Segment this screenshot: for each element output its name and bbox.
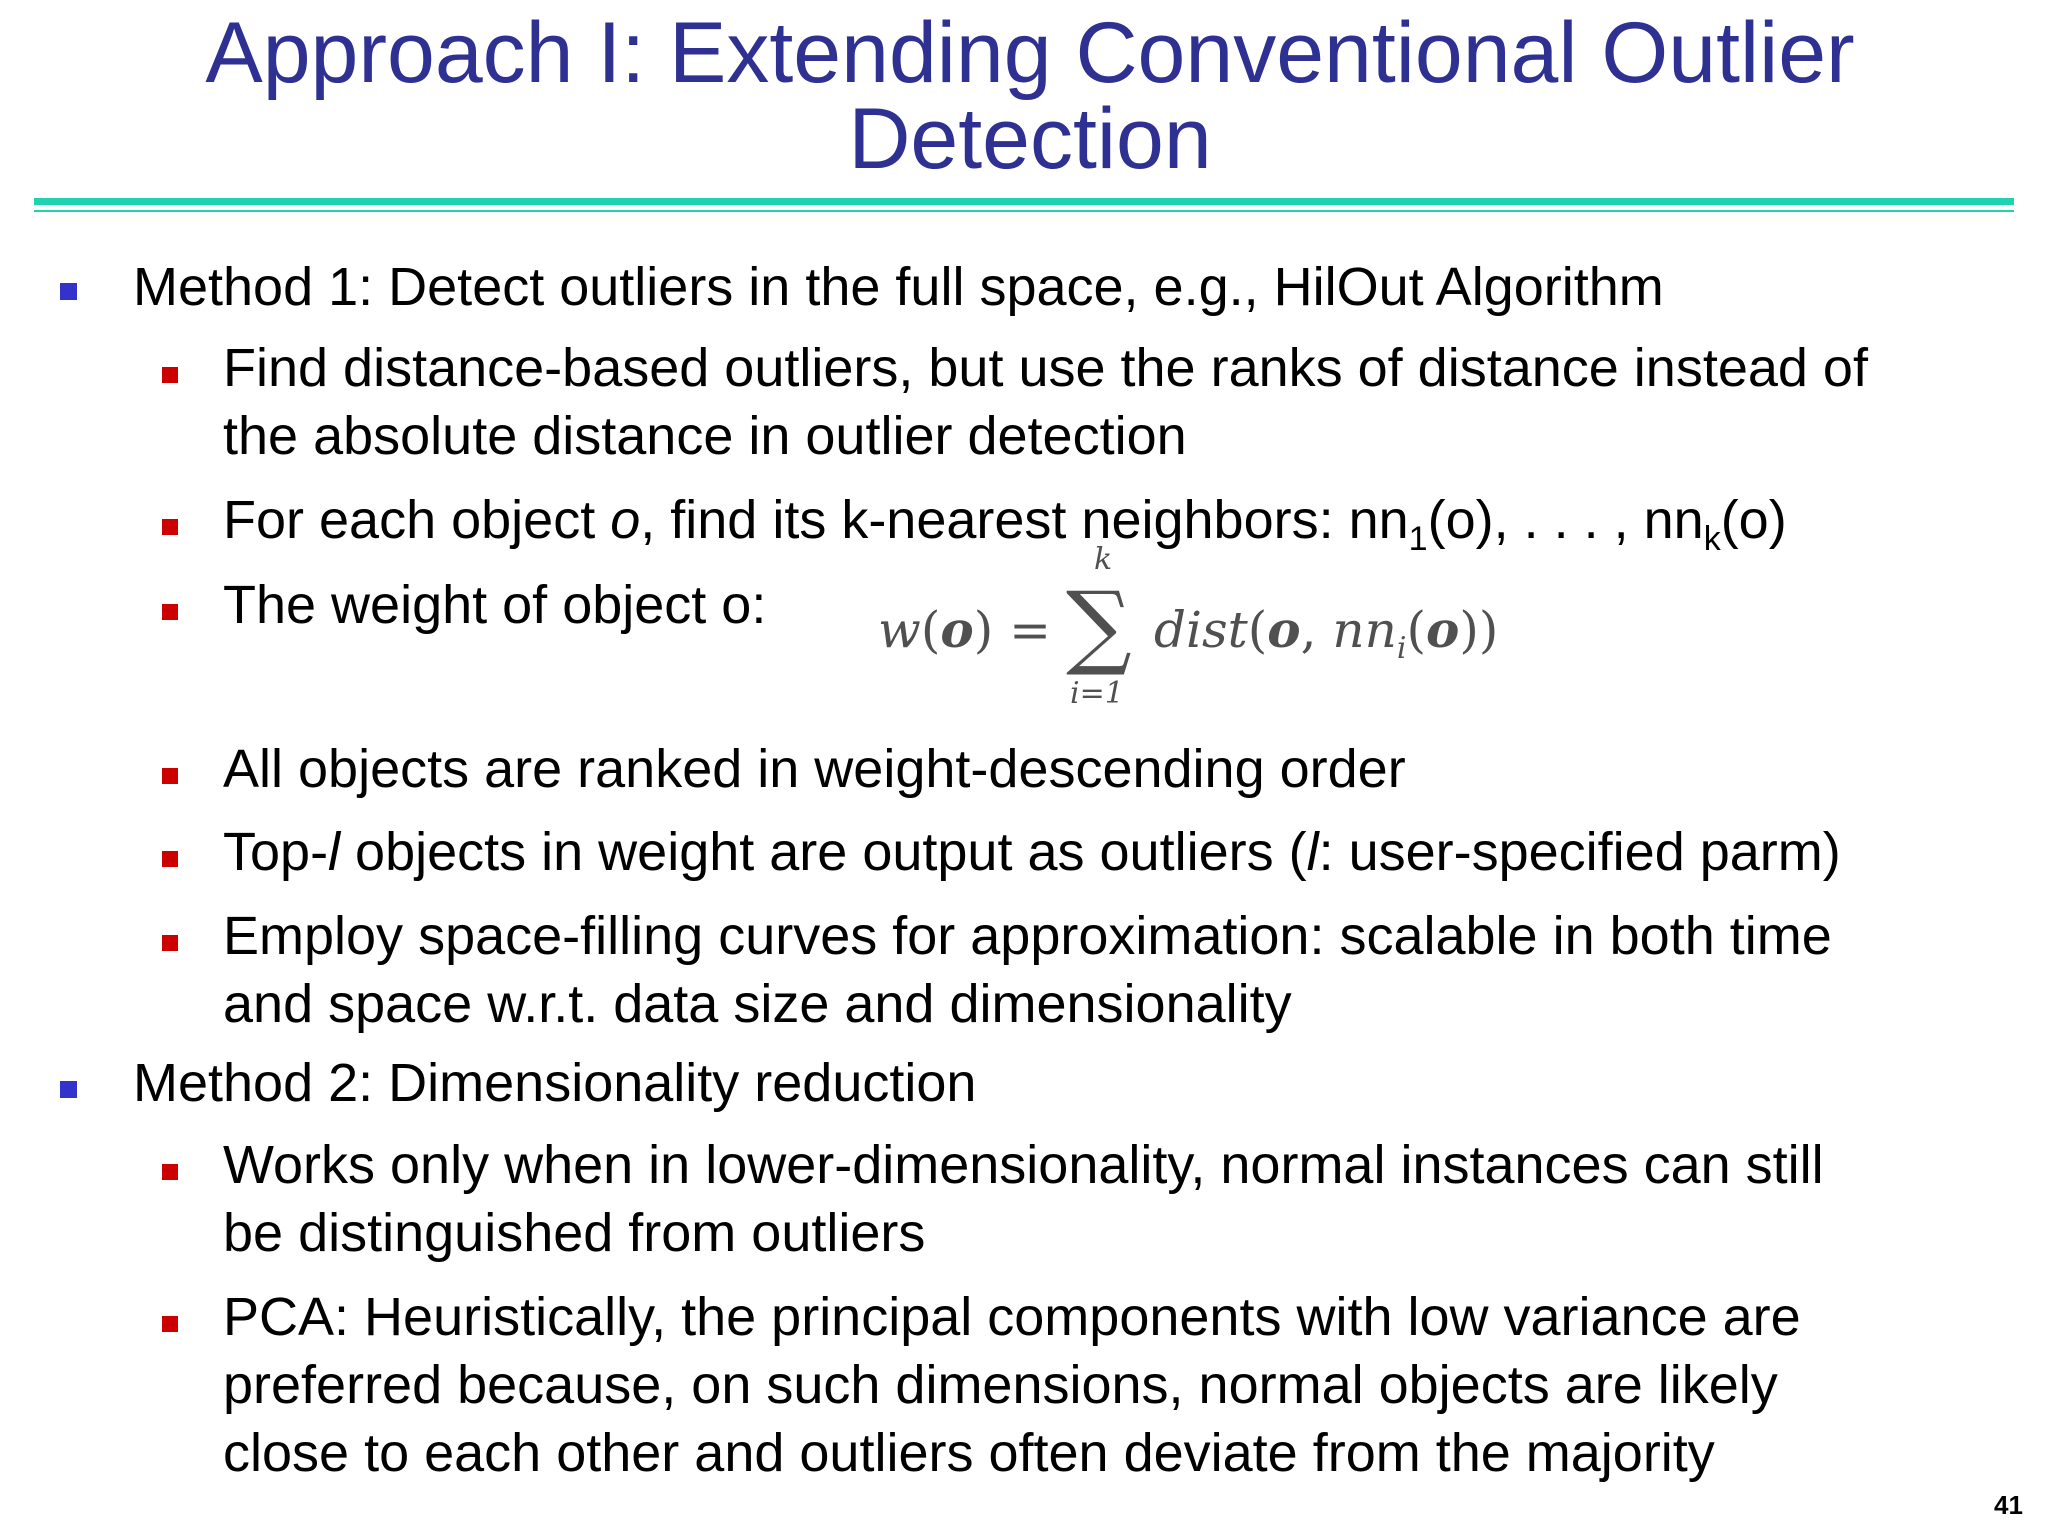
formula-paren: ( <box>920 601 941 659</box>
method-1-item-4: All objects are ranked in weight-descending order <box>223 739 1406 799</box>
method-1-heading: Method 1: Detect outliers in the full space, e.g., HilOut Algorithm <box>133 257 1664 317</box>
method-1-item-1 <box>223 334 1993 470</box>
square-bullet-icon <box>162 1164 178 1180</box>
item-text: : user-specified parm) <box>1318 822 1841 882</box>
method-2-heading: Method 2: Dimensionality reduction <box>133 1053 977 1113</box>
formula-paren: ( <box>1406 601 1426 659</box>
method-1-item-3: The weight of object o: <box>223 575 767 635</box>
formula-o: o <box>1267 600 1301 659</box>
formula-dist: dist <box>1154 601 1248 659</box>
item-text: , find its k-nearest neighbors: nn <box>640 490 1409 550</box>
square-bullet-icon <box>162 1316 178 1332</box>
subscript: k <box>1703 519 1721 558</box>
square-bullet-icon <box>162 935 178 951</box>
subscript: 1 <box>1408 519 1428 558</box>
item-line: Works only when in lower-dimensionality, normal instances can still <box>223 1135 1824 1195</box>
slide-title <box>60 5 2000 187</box>
formula-nn: nn <box>1332 601 1397 659</box>
item-line: Find distance-based outliers, but use the ranks of distance instead of <box>223 338 1868 398</box>
weight-formula <box>872 538 1512 718</box>
square-bullet-icon <box>162 604 178 620</box>
item-text: (o) <box>1720 490 1787 550</box>
sigma-symbol: ∑ <box>1066 572 1132 679</box>
slide-title-line-1: Approach I: Extending Conventional Outlier <box>205 5 1855 101</box>
formula-subscript-i: i <box>1396 631 1407 666</box>
square-bullet-icon <box>162 768 178 784</box>
item-text: objects in weight are output as outliers ( <box>340 822 1307 882</box>
formula-rhs <box>1154 600 1498 666</box>
formula-equals: ) = <box>973 601 1051 659</box>
square-bullet-icon <box>162 367 178 383</box>
item-text: Top- <box>223 822 329 882</box>
item-line: Employ space-filling curves for approximation: scalable in both time <box>223 906 1832 966</box>
item-line: preferred because, on such dimensions, normal objects are likely <box>223 1355 1778 1415</box>
formula-paren: ( <box>1247 601 1268 659</box>
formula-w: w <box>878 601 921 659</box>
formula-o: o <box>940 600 974 659</box>
title-divider-thick <box>34 198 2014 205</box>
method-2-item-1 <box>223 1131 1993 1267</box>
square-bullet-icon <box>162 519 178 535</box>
item-text: For each object <box>223 490 611 550</box>
title-divider-thin <box>34 210 2014 212</box>
square-bullet-icon <box>60 1081 77 1098</box>
item-line: the absolute distance in outlier detection <box>223 406 1187 466</box>
page-number: 41 <box>1994 1490 2023 1520</box>
square-bullet-icon <box>162 851 178 867</box>
parameter-variable: l <box>1306 822 1319 882</box>
formula-paren: )) <box>1459 601 1499 659</box>
item-line: close to each other and outliers often deviate from the majority <box>223 1423 1715 1483</box>
formula-lhs <box>878 600 1051 659</box>
item-line: be distinguished from outliers <box>223 1203 926 1263</box>
formula-comma: , <box>1300 601 1333 659</box>
sum-lower-limit: i=1 <box>1070 676 1124 711</box>
square-bullet-icon <box>60 283 77 300</box>
slide-title-line-2: Detection <box>848 91 1212 187</box>
method-1-item-6 <box>223 902 1993 1038</box>
item-line: PCA: Heuristically, the principal components with low variance are <box>223 1287 1801 1347</box>
sum-upper-limit: k <box>1094 542 1113 577</box>
item-text: (o), . . . , nn <box>1427 490 1704 550</box>
method-1-item-5 <box>223 818 1993 886</box>
parameter-variable: l <box>328 822 341 882</box>
item-line: and space w.r.t. data size and dimensionality <box>223 974 1292 1034</box>
method-2-item-2 <box>223 1283 1993 1487</box>
object-variable: o <box>610 490 641 550</box>
formula-o: o <box>1425 600 1460 659</box>
